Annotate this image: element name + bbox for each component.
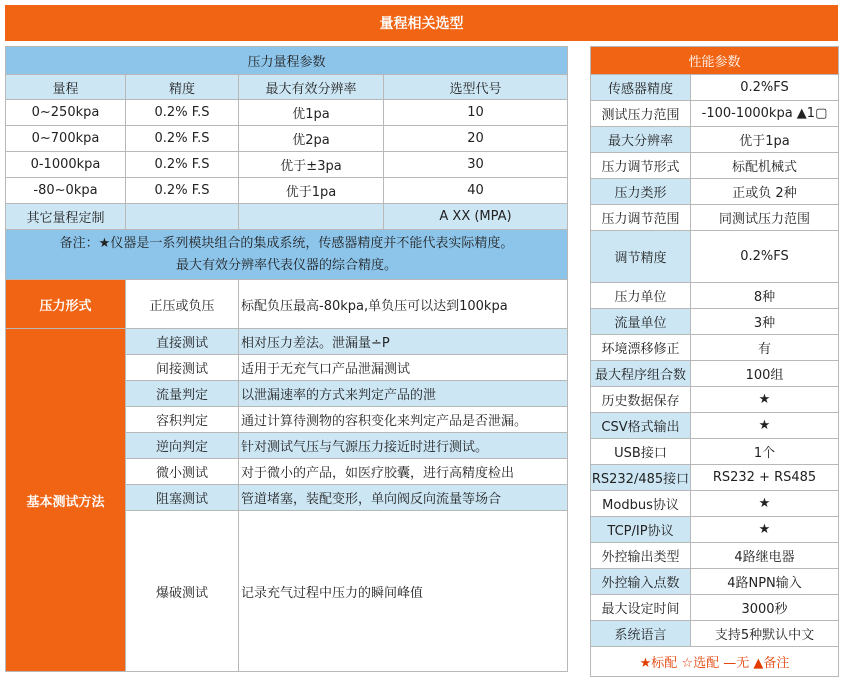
perf-row bbox=[591, 127, 839, 153]
cell: 优于±3pa bbox=[239, 152, 384, 178]
perf-label: 最大设定时间 bbox=[591, 595, 691, 621]
perf-value: 0.2%FS bbox=[691, 231, 839, 283]
legend: ★标配 ☆选配 —无 ▲备注 bbox=[591, 647, 839, 677]
perf-row bbox=[591, 101, 839, 127]
pressure-form-name: 正压或负压 bbox=[126, 280, 239, 329]
cell bbox=[126, 204, 239, 230]
perf-label: 压力单位 bbox=[591, 283, 691, 309]
pressure-form-label: 压力形式 bbox=[6, 280, 126, 329]
perf-row bbox=[591, 153, 839, 179]
perf-value: 标配机械式 bbox=[691, 153, 839, 179]
perf-value: 0.2%FS bbox=[691, 75, 839, 101]
note-line-1: 备注：★仪器是一系列模块组合的集成系统，传感器精度并不能代表实际精度。 bbox=[59, 235, 514, 251]
perf-row bbox=[591, 387, 839, 413]
perf-value: RS232 + RS485 bbox=[691, 465, 839, 491]
perf-value: 正或负 2种 bbox=[691, 179, 839, 205]
method-name: 爆破测试 bbox=[126, 511, 239, 672]
method-desc: 适用于无充气口产品泄漏测试 bbox=[239, 355, 568, 381]
method-name: 流量判定 bbox=[126, 381, 239, 407]
cell: 优于1pa bbox=[239, 178, 384, 204]
cell: 30 bbox=[384, 152, 568, 178]
pressure-range-table bbox=[5, 46, 568, 672]
cell: 0~700kpa bbox=[6, 126, 126, 152]
note bbox=[6, 230, 568, 280]
pressure-form-desc: 标配负压最高-80kpa,单负压可以达到100kpa bbox=[239, 280, 568, 329]
perf-value: 1个 bbox=[691, 439, 839, 465]
method-desc: 记录充气过程中压力的瞬间峰值 bbox=[239, 511, 568, 672]
method-desc: 相对压力差法。泄漏量∸P bbox=[239, 329, 568, 355]
method-name: 微小测试 bbox=[126, 459, 239, 485]
cell: 40 bbox=[384, 178, 568, 204]
perf-label: 外控输出类型 bbox=[591, 543, 691, 569]
perf-label: 外控输入点数 bbox=[591, 569, 691, 595]
cell: 0.2% F.S bbox=[126, 100, 239, 126]
method-desc: 管道堵塞，装配变形，单向阀反向流量等场合 bbox=[239, 485, 568, 511]
table-row bbox=[6, 178, 568, 204]
perf-label: 压力类形 bbox=[591, 179, 691, 205]
page-title: 量程相关选型 bbox=[5, 5, 838, 41]
cell bbox=[239, 204, 384, 230]
table-row bbox=[6, 100, 568, 126]
perf-value: 100组 bbox=[691, 361, 839, 387]
cell: 0~250kpa bbox=[6, 100, 126, 126]
cell: 优1pa bbox=[239, 100, 384, 126]
perf-value: -100-1000kpa ▲1▢ bbox=[691, 101, 839, 127]
method-row bbox=[6, 329, 568, 355]
perf-value: 支持5种默认中文 bbox=[691, 621, 839, 647]
cell: 0.2% F.S bbox=[126, 152, 239, 178]
perf-value: 优于1pa bbox=[691, 127, 839, 153]
header-row bbox=[6, 75, 568, 100]
perf-row bbox=[591, 205, 839, 231]
method-name: 直接测试 bbox=[126, 329, 239, 355]
perf-value: ★ bbox=[691, 491, 839, 517]
perf-row bbox=[591, 569, 839, 595]
table-row bbox=[6, 204, 568, 230]
perf-value: ★ bbox=[691, 517, 839, 543]
method-desc: 针对测试气压与气源压力接近时进行测试。 bbox=[239, 433, 568, 459]
perf-value: 3000秒 bbox=[691, 595, 839, 621]
perf-row bbox=[591, 231, 839, 283]
perf-label: 测试压力范围 bbox=[591, 101, 691, 127]
perf-label: 环境漂移修正 bbox=[591, 335, 691, 361]
pressure-range-title: 压力量程参数 bbox=[6, 47, 568, 75]
cell: 10 bbox=[384, 100, 568, 126]
perf-label: 历史数据保存 bbox=[591, 387, 691, 413]
performance-title: 性能参数 bbox=[591, 47, 839, 75]
header-code: 选型代号 bbox=[384, 75, 568, 100]
perf-label: 流量单位 bbox=[591, 309, 691, 335]
perf-row bbox=[591, 413, 839, 439]
methods-label: 基本测试方法 bbox=[6, 329, 126, 672]
cell: 0.2% F.S bbox=[126, 178, 239, 204]
cell: 优2pa bbox=[239, 126, 384, 152]
perf-label: USB接口 bbox=[591, 439, 691, 465]
cell: 其它量程定制 bbox=[6, 204, 126, 230]
cell: -80~0kpa bbox=[6, 178, 126, 204]
perf-value: 3种 bbox=[691, 309, 839, 335]
perf-row bbox=[591, 491, 839, 517]
perf-value: ★ bbox=[691, 387, 839, 413]
method-name: 逆向判定 bbox=[126, 433, 239, 459]
perf-label: 系统语言 bbox=[591, 621, 691, 647]
table-row bbox=[6, 152, 568, 178]
perf-value: 4路NPN输入 bbox=[691, 569, 839, 595]
perf-label: 调节精度 bbox=[591, 231, 691, 283]
header-accuracy: 精度 bbox=[126, 75, 239, 100]
perf-label: 最大分辨率 bbox=[591, 127, 691, 153]
perf-row bbox=[591, 309, 839, 335]
perf-row bbox=[591, 439, 839, 465]
perf-value: 有 bbox=[691, 335, 839, 361]
perf-label: CSV格式输出 bbox=[591, 413, 691, 439]
pressure-form-row bbox=[6, 280, 568, 329]
perf-value: 8种 bbox=[691, 283, 839, 309]
perf-row bbox=[591, 179, 839, 205]
perf-row bbox=[591, 595, 839, 621]
perf-label: 最大程序组合数 bbox=[591, 361, 691, 387]
note-line-2: 最大有效分辨率代表仪器的综合精度。 bbox=[176, 257, 398, 273]
perf-label: 传感器精度 bbox=[591, 75, 691, 101]
perf-row bbox=[591, 75, 839, 101]
header-range: 量程 bbox=[6, 75, 126, 100]
perf-row bbox=[591, 517, 839, 543]
perf-label: RS232/485接口 bbox=[591, 465, 691, 491]
header-resolution: 最大有效分辨率 bbox=[239, 75, 384, 100]
method-desc: 对于微小的产品，如医疗胶囊，进行高精度检出 bbox=[239, 459, 568, 485]
cell: 0.2% F.S bbox=[126, 126, 239, 152]
perf-row bbox=[591, 335, 839, 361]
cell: 0-1000kpa bbox=[6, 152, 126, 178]
perf-value: 4路继电器 bbox=[691, 543, 839, 569]
perf-row bbox=[591, 465, 839, 491]
perf-label: 压力调节形式 bbox=[591, 153, 691, 179]
table-row bbox=[6, 126, 568, 152]
perf-label: TCP/IP协议 bbox=[591, 517, 691, 543]
performance-table bbox=[590, 46, 839, 677]
method-name: 间接测试 bbox=[126, 355, 239, 381]
perf-row bbox=[591, 283, 839, 309]
cell: A XX (MPA) bbox=[384, 204, 568, 230]
perf-row bbox=[591, 361, 839, 387]
perf-row bbox=[591, 543, 839, 569]
method-desc: 以泄漏速率的方式来判定产品的泄 bbox=[239, 381, 568, 407]
method-name: 容积判定 bbox=[126, 407, 239, 433]
cell: 20 bbox=[384, 126, 568, 152]
method-name: 阻塞测试 bbox=[126, 485, 239, 511]
perf-value: ★ bbox=[691, 413, 839, 439]
perf-row bbox=[591, 621, 839, 647]
perf-label: 压力调节范围 bbox=[591, 205, 691, 231]
perf-value: 同测试压力范围 bbox=[691, 205, 839, 231]
method-desc: 通过计算待测物的容积变化来判定产品是否泄漏。 bbox=[239, 407, 568, 433]
perf-label: Modbus协议 bbox=[591, 491, 691, 517]
